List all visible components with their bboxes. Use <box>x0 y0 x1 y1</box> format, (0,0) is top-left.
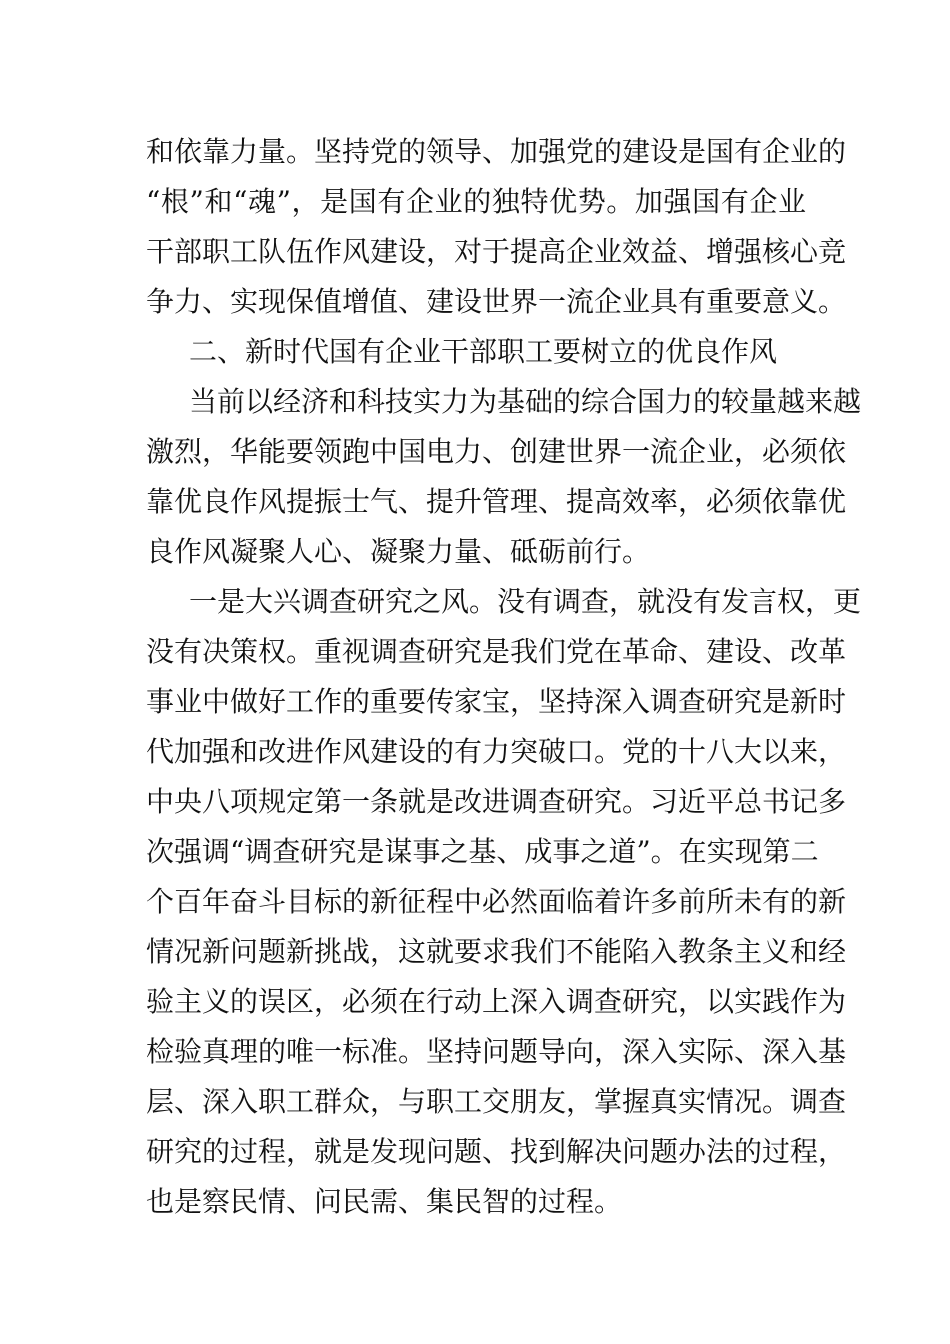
section-heading: 二、新时代国有企业干部职工要树立的优良作风 <box>189 335 778 368</box>
paragraph-1-line-3: 干部职工队伍作风建设，对于提高企业效益、增强核心竞 <box>146 235 847 268</box>
paragraph-3-line-6: 次强调“调查研究是谋事之基、成事之道”。在实现第二 <box>146 835 819 868</box>
paragraph-2-line-2: 激烈，华能要领跑中国电力、创建世界一流企业，必须依 <box>146 435 847 468</box>
paragraph-3-line-8: 情况新问题新挑战，这就要求我们不能陷入教条主义和经 <box>146 935 847 968</box>
paragraph-3-line-1: 一是大兴调查研究之风。没有调查，就没有发言权，更 <box>189 585 862 618</box>
paragraph-3-line-11: 层、深入职工群众，与职工交朋友，掌握真实情况。调查 <box>146 1085 847 1118</box>
paragraph-3-line-4: 代加强和改进作风建设的有力突破口。党的十八大以来， <box>146 735 847 768</box>
paragraph-3-line-5: 中央八项规定第一条就是改进调查研究。习近平总书记多 <box>146 785 847 818</box>
paragraph-3-line-3: 事业中做好工作的重要传家宝，坚持深入调查研究是新时 <box>146 685 847 718</box>
paragraph-3-line-7: 个百年奋斗目标的新征程中必然面临着许多前所未有的新 <box>146 885 847 918</box>
paragraph-2-line-4: 良作风凝聚人心、凝聚力量、砥砺前行。 <box>146 535 651 568</box>
paragraph-3-line-2: 没有决策权。重视调查研究是我们党在革命、建设、改革 <box>146 635 847 668</box>
paragraph-3-line-10: 检验真理的唯一标准。坚持问题导向，深入实际、深入基 <box>146 1035 847 1068</box>
paragraph-3-line-9: 验主义的误区，必须在行动上深入调查研究，以实践作为 <box>146 985 847 1018</box>
paragraph-2-line-1: 当前以经济和科技实力为基础的综合国力的较量越来越 <box>189 385 862 418</box>
paragraph-1-line-4: 争力、实现保值增值、建设世界一流企业具有重要意义。 <box>146 285 847 318</box>
paragraph-1-line-1: 和依靠力量。坚持党的领导、加强党的建设是国有企业的 <box>146 135 847 168</box>
paragraph-3-line-13: 也是察民情、问民需、集民智的过程。 <box>146 1185 623 1218</box>
paragraph-3-line-12: 研究的过程，就是发现问题、找到解决问题办法的过程， <box>146 1135 847 1168</box>
paragraph-2-line-3: 靠优良作风提振士气、提升管理、提高效率，必须依靠优 <box>146 485 847 518</box>
paragraph-1-line-2: “根”和“魂”，是国有企业的独特优势。加强国有企业 <box>146 185 806 218</box>
